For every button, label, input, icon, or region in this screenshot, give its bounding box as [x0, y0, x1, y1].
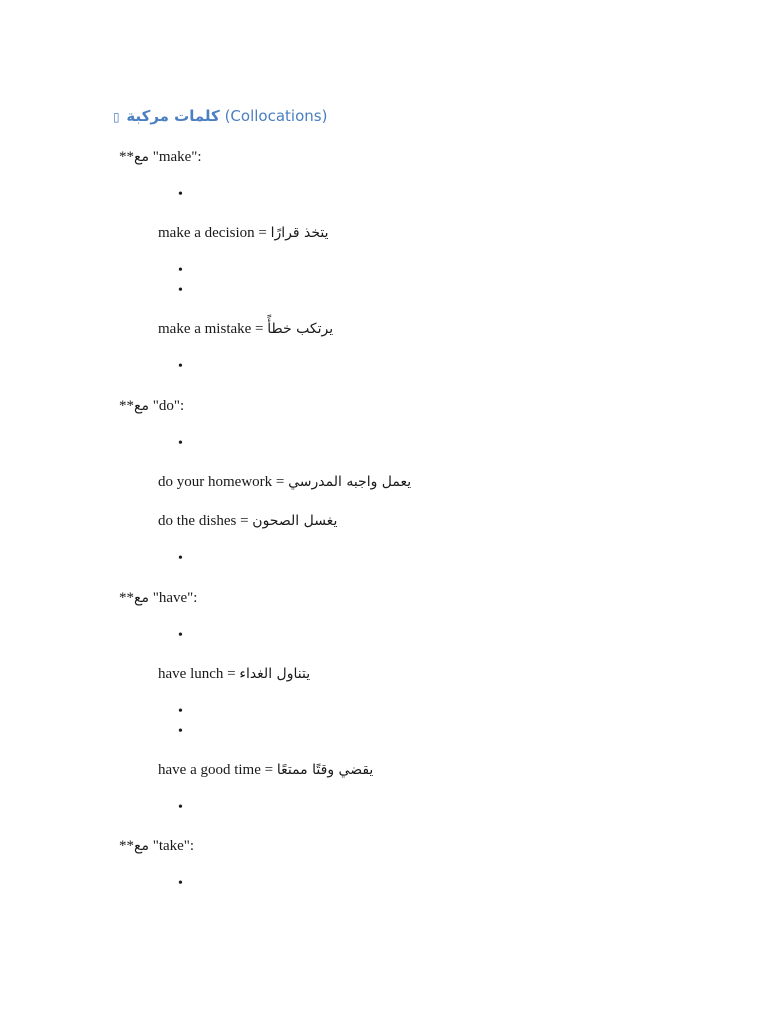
empty-bullet — [178, 185, 186, 205]
list-item: do the dishes = يغسل الصحون — [158, 513, 338, 529]
section-heading — [113, 106, 327, 127]
list-item: make a decision = يتخذ قرارًا — [158, 225, 329, 241]
empty-bullet — [178, 626, 186, 646]
missing-glyph-icon: ▯ — [113, 110, 120, 124]
list-item: have lunch = يتناول الغداء — [158, 666, 311, 682]
empty-bullet — [178, 281, 186, 301]
section-label-do: **مع "do": — [119, 398, 185, 414]
empty-bullet — [178, 434, 186, 454]
empty-bullet — [178, 357, 186, 377]
empty-bullet — [178, 722, 186, 742]
list-item: have a good time = يقضي وقتًا ممتعًا — [158, 762, 374, 778]
section-label-make: **مع "make": — [119, 149, 202, 165]
list-item: do your homework = يعمل واجبه المدرسي — [158, 474, 412, 490]
section-label-take: **مع "take": — [119, 838, 195, 854]
section-label-have: **مع "have": — [119, 590, 198, 606]
empty-bullet — [178, 798, 186, 818]
list-item: make a mistake = يرتكب خطأً — [158, 321, 334, 337]
empty-bullet — [178, 261, 186, 281]
heading-english: (Collocations) — [224, 107, 328, 125]
empty-bullet — [178, 702, 186, 722]
empty-bullet — [178, 874, 186, 894]
heading-arabic: كلمات مركبة — [126, 107, 220, 125]
empty-bullet — [178, 549, 186, 569]
